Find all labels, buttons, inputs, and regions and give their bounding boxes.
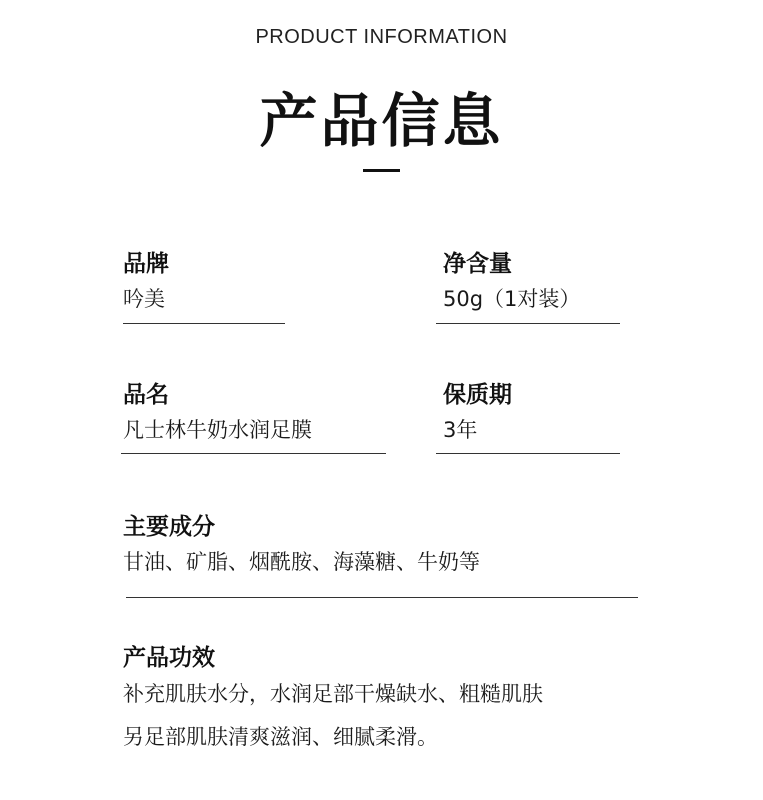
product-name-label: 品名 <box>123 382 169 408</box>
ingredients-underline <box>126 597 638 598</box>
net-content-underline <box>436 323 620 324</box>
efficacy-line-1: 补充肌肤水分，水润足部干燥缺水、粗糙肌肤 <box>123 682 543 706</box>
brand-value: 吟美 <box>123 287 165 311</box>
product-name-underline <box>121 453 386 454</box>
ingredients-value: 甘油、矿脂、烟酰胺、海藻糖、牛奶等 <box>123 550 480 574</box>
shelf-life-label: 保质期 <box>443 382 512 408</box>
product-name-value: 凡士林牛奶水润足膜 <box>123 418 312 442</box>
net-content-value: 50g（1对装） <box>443 287 581 311</box>
shelf-life-value: 3年 <box>443 418 478 442</box>
ingredients-label: 主要成分 <box>123 514 215 540</box>
net-content-label: 净含量 <box>443 251 512 277</box>
brand-underline <box>123 323 285 324</box>
title-divider <box>363 169 400 172</box>
shelf-life-underline <box>436 453 620 454</box>
page-subtitle: PRODUCT INFORMATION <box>255 26 508 48</box>
efficacy-line-2: 另足部肌肤清爽滋润、细腻柔滑。 <box>123 725 438 749</box>
brand-label: 品牌 <box>123 251 169 277</box>
page-title: 产品信息 <box>259 87 504 155</box>
efficacy-label: 产品功效 <box>123 645 215 671</box>
